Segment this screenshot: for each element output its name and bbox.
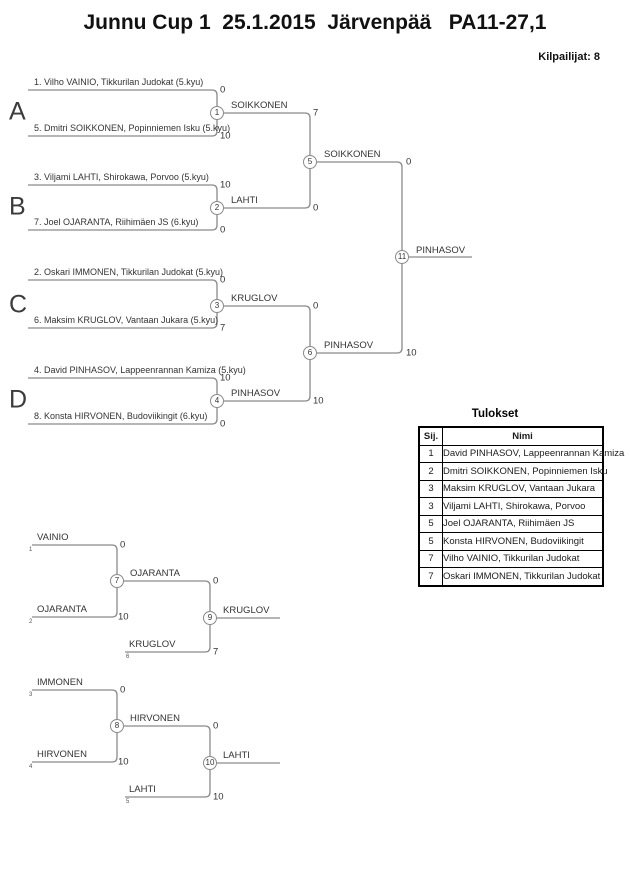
result-place: 3 (419, 498, 443, 516)
match-winner-label: KRUGLOV (231, 293, 278, 304)
group-label-d: D (9, 385, 28, 414)
player-entry: 7. Joel OJARANTA, Riihimäen JS (6.kyu) (34, 217, 199, 227)
repechage-player-label: HIRVONEN (37, 749, 87, 760)
results-header-name: Nimi (443, 427, 604, 445)
page-title: Junnu Cup 1 25.1.2015 Järvenpää PA11-27,1 (83, 11, 547, 34)
repechage-score: 10 (118, 611, 129, 623)
table-row (419, 498, 603, 516)
match-winner-label: PINHASOV (416, 245, 466, 256)
results-table (418, 426, 625, 587)
result-name: Joel OJARANTA, Riihimäen JS (443, 515, 604, 533)
result-place: 2 (419, 463, 443, 481)
player-score: 0 (220, 224, 226, 236)
results-title: Tulokset (471, 408, 519, 420)
result-place: 1 (419, 445, 443, 463)
match-winner-label: LAHTI (231, 195, 258, 206)
match-winner-score: 10 (313, 395, 324, 407)
player-score: 10 (220, 372, 231, 384)
repechage-score: 10 (118, 756, 129, 768)
repechage-player-label: IMMONEN (37, 677, 83, 688)
match-winner-score: 7 (313, 107, 319, 119)
match-winner-score: 0 (313, 202, 319, 214)
repechage-origin-mark: 5 (126, 799, 130, 805)
result-place: 5 (419, 533, 443, 551)
result-name: Maksim KRUGLOV, Vantaan Jukara (443, 480, 604, 498)
player-score: 10 (220, 179, 231, 191)
match-number-circle: 7 (110, 574, 124, 588)
competitors-count: Kilpailijat: 8 (538, 51, 600, 63)
result-place: 3 (419, 480, 443, 498)
match-number-circle: 8 (110, 719, 124, 733)
result-name: David PINHASOV, Lappeenrannan Kamiza (443, 445, 604, 463)
player-entry: 5. Dmitri SOIKKONEN, Popinniemen Isku (5.kyu) (34, 123, 231, 133)
repechage-score: 10 (213, 791, 224, 803)
match-number-circle: 1 (210, 106, 224, 120)
player-entry: 2. Oskari IMMONEN, Tikkurilan Judokat (5.kyu) (34, 267, 224, 277)
match-winner-label: OJARANTA (130, 568, 180, 579)
match-winner-score: 0 (213, 720, 219, 732)
repechage-origin-mark: 2 (29, 619, 33, 625)
group-label-c: C (9, 290, 28, 319)
match-number-circle: 6 (303, 346, 317, 360)
repechage-score: 0 (120, 684, 126, 696)
group-label-b: B (9, 192, 26, 221)
match-number-circle: 9 (203, 611, 217, 625)
match-winner-score: 0 (406, 156, 412, 168)
repechage-player-label: VAINIO (37, 532, 69, 543)
repechage-score: 7 (213, 646, 219, 658)
match-winner-label: LAHTI (223, 750, 250, 761)
player-score: 0 (220, 418, 226, 430)
match-winner-score: 0 (313, 300, 319, 312)
match-number-circle: 11 (395, 250, 409, 264)
player-score: 7 (220, 322, 226, 334)
table-row (419, 463, 603, 481)
match-number-circle: 4 (210, 394, 224, 408)
player-entry: 3. Viljami LAHTI, Shirokawa, Porvoo (5.kyu) (34, 172, 209, 182)
repechage-score: 0 (120, 539, 126, 551)
player-score: 0 (220, 274, 226, 286)
player-entry: 8. Konsta HIRVONEN, Budoviikingit (6.kyu) (34, 411, 208, 421)
match-winner-label: PINHASOV (231, 388, 281, 399)
table-row (419, 550, 603, 568)
result-name: Oskari IMMONEN, Tikkurilan Judokat (443, 568, 604, 586)
repechage-player-label: OJARANTA (37, 604, 87, 615)
result-place: 7 (419, 550, 443, 568)
repechage-player-label: LAHTI (129, 784, 156, 795)
table-row (419, 533, 603, 551)
player-score: 10 (220, 130, 231, 142)
match-number-circle: 2 (210, 201, 224, 215)
repechage-origin-mark: 3 (29, 692, 33, 698)
results-header-place: Sij. (419, 427, 443, 445)
match-winner-label: PINHASOV (324, 340, 374, 351)
match-number-circle: 3 (210, 299, 224, 313)
match-number-circle: 10 (203, 756, 217, 770)
match-winner-score: 0 (213, 575, 219, 587)
match-number-circle: 5 (303, 155, 317, 169)
table-row (419, 515, 603, 533)
table-header-row (419, 427, 603, 445)
result-name: Dmitri SOIKKONEN, Popinniemen Isku (443, 463, 604, 481)
player-entry: 1. Vilho VAINIO, Tikkurilan Judokat (5.kyu) (34, 77, 204, 87)
repechage-player-label: KRUGLOV (129, 639, 176, 650)
result-place: 7 (419, 568, 443, 586)
match-winner-score: 10 (406, 347, 417, 359)
player-entry: 4. David PINHASOV, Lappeenrannan Kamiza (5.kyu) (34, 365, 246, 375)
match-winner-label: SOIKKONEN (324, 149, 381, 160)
player-entry: 6. Maksim KRUGLOV, Vantaan Jukara (5.kyu) (34, 315, 219, 325)
table-row (419, 568, 603, 586)
table-row (419, 445, 603, 463)
repechage-origin-mark: 4 (29, 764, 33, 770)
player-score: 0 (220, 84, 226, 96)
table-row (419, 480, 603, 498)
result-name: Vilho VAINIO, Tikkurilan Judokat (443, 550, 604, 568)
match-winner-label: SOIKKONEN (231, 100, 288, 111)
result-name: Viljami LAHTI, Shirokawa, Porvoo (443, 498, 604, 516)
result-name: Konsta HIRVONEN, Budoviikingit (443, 533, 604, 551)
match-winner-label: HIRVONEN (130, 713, 180, 724)
repechage-origin-mark: 1 (29, 547, 33, 553)
match-winner-label: KRUGLOV (223, 605, 270, 616)
result-place: 5 (419, 515, 443, 533)
group-label-a: A (9, 97, 26, 126)
repechage-origin-mark: 6 (126, 654, 130, 660)
